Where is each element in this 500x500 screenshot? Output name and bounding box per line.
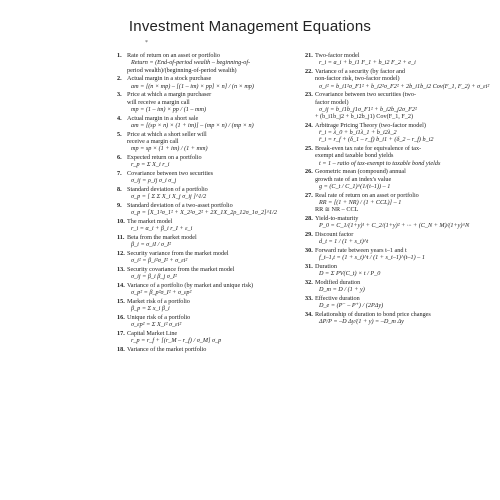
equation-number: 32. — [305, 278, 313, 286]
equation-item — [117, 91, 297, 113]
equation-number: 34. — [305, 310, 313, 318]
equation-description: factor model) — [315, 98, 349, 106]
equation-description: Standard deviation of a portfolio — [127, 185, 208, 193]
equation-number: 26. — [305, 168, 313, 176]
equation-description: Actual margin in a stock purchase — [127, 75, 212, 83]
equation-item — [305, 68, 495, 90]
equation-number: 21. — [305, 52, 313, 59]
equation-description: Modified duration — [315, 278, 361, 286]
equation-number: 7. — [117, 169, 122, 177]
equation-description: The market model — [127, 217, 173, 225]
equation-number: 17. — [117, 329, 125, 337]
equation-description: Rate of return on an asset or portfolio — [127, 52, 220, 59]
equation-description: + (b_i1b_j2 + b_i2b_j1) Cov(F_1, F_2) — [315, 113, 414, 120]
equation-number: 15. — [117, 297, 125, 305]
equation-description: Price at which a margin purchaser — [127, 91, 212, 99]
equation-formula: g = (C_t / C_1)^(1/(t–1)) – 1 — [319, 182, 391, 190]
equation-formula: mp = (1 – im) × pp / (1 – mm) — [131, 105, 207, 113]
equation-formula: r̄_i = r_f + (δ_1 – r_f) b_i1 + (δ_2 – r_f) b_i2 — [319, 136, 434, 144]
equation-item — [117, 282, 297, 297]
equation-formula: am = [(n × mp) – [(1 – im) × pp] × n] / (n × mp) — [131, 82, 254, 90]
equation-item — [305, 145, 495, 167]
equation-formula: D = Σ PV(C_t) × t / P_0 — [319, 270, 381, 277]
equation-number: 3. — [117, 91, 122, 99]
equation-number: 29. — [305, 230, 313, 238]
equation-description: Relationship of duration to bond price changes — [315, 310, 431, 318]
equation-item — [305, 168, 495, 190]
equation-description: receive a margin call — [127, 137, 179, 145]
equation-item — [305, 192, 495, 214]
equation-description: non-factor risk, two-factor model) — [315, 75, 400, 83]
equation-description: Market risk of a portfolio — [127, 297, 190, 305]
equation-formula: mp = sp × (1 + im) / (1 + mm) — [131, 145, 208, 152]
equation-number: 8. — [117, 185, 122, 193]
equation-item — [117, 330, 297, 345]
equation-formula: D_e = (P⁻ – P⁺) / (2PΔy) — [319, 302, 384, 309]
equation-description: Two-factor model — [315, 52, 360, 59]
equation-formula: RR = [(1 + NR) / (1 + CCL)] – 1 — [319, 198, 402, 206]
equation-item — [117, 186, 297, 201]
equation-formula: P_0 = C_1/(1+y)¹ + C_2/(1+y)² + ··· + (C_N + M)/(1+y)^N — [319, 222, 470, 229]
equation-number: 16. — [117, 313, 125, 321]
equation-description: Variance of the market portfolio — [127, 345, 207, 353]
equation-formula: r_p = r_f + [(r_M – r_f) / σ_M] σ_p — [131, 337, 222, 344]
equation-item — [117, 75, 297, 90]
equation-number: 5. — [117, 130, 122, 138]
equation-formula: β_i = σ_iI / σ_I² — [131, 241, 171, 248]
equation-description: Break-even tax rate for equivalence of tax- — [315, 145, 422, 152]
equation-number: 31. — [305, 262, 313, 270]
equation-description: Unique risk of a portfolio — [127, 313, 191, 321]
equation-formula: am = [(sp × n) × (1 + im)] – (mp × n) / (mp × n) — [131, 121, 254, 129]
equation-item — [305, 295, 495, 310]
equation-item — [305, 311, 495, 326]
equation-description: will receive a margin call — [127, 98, 190, 106]
equation-formula: r̄_i = λ_0 + b_i1λ_1 + b_i2λ_2 — [319, 129, 397, 136]
equation-description: RR ≅ NR – CCL — [315, 206, 359, 213]
equation-item — [117, 266, 297, 281]
equation-description: period wealth)/(beginning-of-period wealth) — [127, 66, 237, 74]
equation-item — [117, 170, 297, 185]
equation-number: 24. — [305, 121, 313, 129]
equation-formula: σ_p = [X_1²σ_1² + X_2²σ_2² + 2X_1X_2ρ_12σ_1σ_2]^1/2 — [131, 209, 277, 216]
equation-description: Yield-to-maturity — [315, 214, 359, 222]
equation-item — [117, 298, 297, 313]
right-equation-column — [305, 52, 495, 327]
equation-number: 1. — [117, 52, 122, 59]
equation-number: 11. — [117, 233, 125, 241]
equation-item — [305, 52, 495, 67]
equation-description: Security covariance from the market model — [127, 265, 235, 273]
equation-number: 28. — [305, 214, 313, 222]
equation-description: Price at which a short seller will — [127, 130, 207, 138]
equation-number: 25. — [305, 145, 313, 152]
equation-number: 10. — [117, 217, 125, 225]
equation-number: 22. — [305, 68, 313, 75]
equation-description: Variance of a security (by factor and — [315, 68, 406, 75]
equation-description: Covariance between two securities (two- — [315, 91, 417, 99]
equation-item — [117, 115, 297, 130]
asterisk-mark: * — [145, 40, 148, 46]
equation-item — [117, 218, 297, 233]
equation-item — [117, 154, 297, 169]
equation-description: Arbitrage Pricing Theory (two-factor model) — [315, 121, 426, 129]
equation-number: 30. — [305, 246, 313, 254]
equation-number: 18. — [117, 345, 125, 353]
equation-item — [305, 122, 495, 144]
equation-formula: D_m = D / (1 + y) — [319, 286, 365, 293]
equation-formula: d_t = 1 / (1 + s_t)^t — [319, 238, 369, 245]
equation-description: Security variance from the market model — [127, 249, 229, 257]
equation-item — [117, 52, 297, 74]
equation-description: Actual margin in a short sale — [127, 114, 199, 122]
equation-number: 23. — [305, 91, 313, 99]
equation-description: Real rate of return on an asset or portfolio — [315, 191, 419, 199]
equation-description: Capital Market Line — [127, 329, 178, 337]
equation-description: Standard deviation of a two-asset portfolio — [127, 201, 233, 209]
equation-item — [117, 314, 297, 329]
equation-formula: σ_ij = b_i1b_j1σ_F1² + b_i2b_j2σ_F2² — [319, 105, 417, 113]
equation-formula: t = 1 – ratio of tax-exempt to taxable bond yields — [319, 159, 441, 167]
equation-formula: σ_ij = ρ_ij σ_i σ_j — [131, 177, 177, 184]
equation-formula: Return = (End-of-period wealth – beginning-of- — [131, 59, 251, 67]
equation-number: 12. — [117, 249, 125, 257]
equation-description: Covariance between two securities — [127, 169, 214, 177]
equation-description: Variance of a portfolio (by market and unique risk) — [127, 281, 254, 289]
equation-item — [117, 202, 297, 217]
equation-formula: σ_εp² = Σ X_i² σ_εi² — [131, 321, 182, 328]
equation-formula: σ_ij = β_i β_j σ_I² — [131, 273, 177, 280]
equation-description: Geometric mean (compound) annual — [315, 168, 406, 176]
equation-formula: σ_p = [ Σ Σ X_i X_j σ_ij ]^1/2 — [131, 193, 207, 200]
equation-number: 33. — [305, 294, 313, 302]
equation-item — [305, 247, 495, 262]
equation-number: 14. — [117, 281, 125, 289]
equation-number: 2. — [117, 75, 122, 83]
equation-description: exempt and taxable bond yields — [315, 152, 394, 160]
equation-number: 27. — [305, 191, 313, 199]
equation-description: Duration — [315, 262, 337, 270]
equation-number: 9. — [117, 201, 122, 209]
equation-formula: r_i = a_i + b_i1 F_1 + b_i2 F_2 + e_i — [319, 59, 416, 67]
equation-item — [117, 131, 297, 153]
equation-number: 6. — [117, 153, 122, 161]
equation-item — [117, 250, 297, 265]
page-title: Investment Management Equations — [128, 18, 372, 35]
left-equation-column — [117, 52, 297, 355]
equation-formula: β_p = Σ x_i β_i — [131, 305, 170, 312]
equation-description: Discount factor — [315, 230, 354, 238]
equation-description: growth rate of an index's value — [315, 175, 392, 183]
equation-number: 4. — [117, 114, 122, 122]
equation-description: Expected return on a portfolio — [127, 153, 202, 161]
equation-formula: f_t–1,t = (1 + s_t)^t / (1 + s_t–1)^(t–1) – 1 — [319, 254, 425, 261]
equation-item — [117, 234, 297, 249]
equation-item — [305, 263, 495, 278]
equation-formula: r_p = Σ X_i r_i — [131, 161, 170, 168]
equation-description: Effective duration — [315, 294, 360, 302]
equation-description: Beta from the market model — [127, 233, 197, 241]
equation-description: Forward rate between years t–1 and t — [315, 246, 407, 254]
equation-item — [305, 91, 495, 120]
equation-formula: ΔP/P = –D Δy/(1 + y) = –D_m Δy — [319, 318, 404, 325]
equation-item — [305, 279, 495, 294]
equation-item — [117, 346, 297, 353]
equation-formula: σ_i² = β_i²σ_I² + σ_εi² — [131, 257, 188, 264]
equation-item — [305, 231, 495, 246]
equation-number: 13. — [117, 265, 125, 273]
equation-item — [305, 215, 495, 230]
equation-formula: r_i = α_i + β_i r_I + ε_i — [131, 225, 193, 232]
equation-formula: σ_i² = b_i1²σ_F1² + b_i2²σ_F2² + 2b_i1b_i2 Cov(F_1, F_2) + σ_εi² — [319, 82, 490, 90]
equation-formula: σ_p² = β_p²σ_I² + σ_εp² — [131, 289, 192, 296]
